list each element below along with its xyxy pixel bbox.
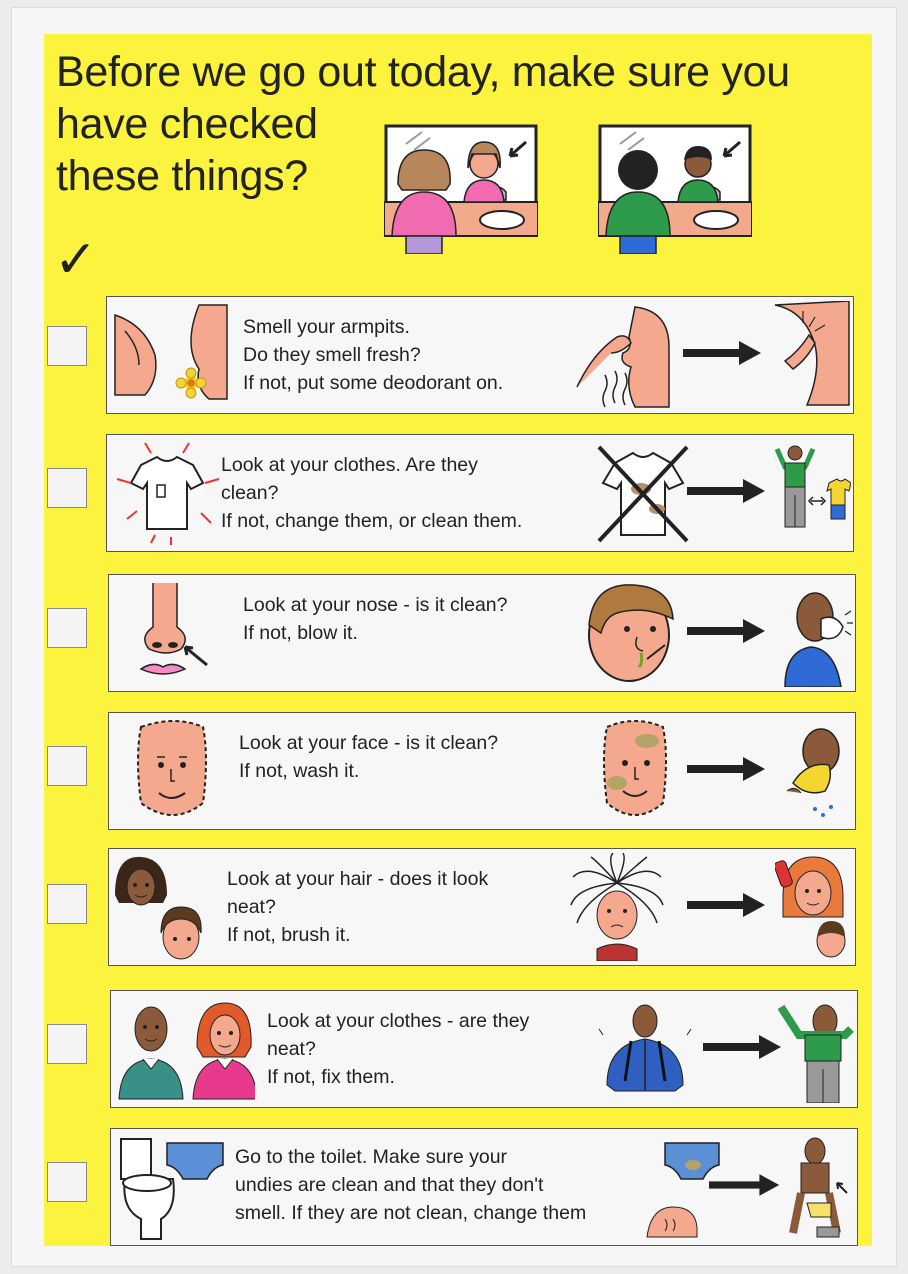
arrow-right-icon — [687, 891, 767, 919]
messy-hair-icon — [569, 853, 665, 961]
item-line: Look at your face - is it clean? — [239, 732, 499, 754]
item-text — [235, 1143, 586, 1227]
checklist-item-clothes-clean — [44, 434, 872, 558]
item-panel — [106, 296, 854, 414]
nose-lips-icon — [113, 579, 231, 687]
deodorant-armpit-icon — [773, 301, 851, 409]
item-line: Look at your clothes - are they — [267, 1010, 530, 1032]
item-line: Look at your clothes. Are they — [221, 454, 478, 476]
item-checkbox[interactable] — [47, 1162, 87, 1202]
item-panel — [108, 574, 856, 692]
checkmark-icon: ✓ — [54, 230, 98, 290]
checklist-item-clothes-neat — [44, 990, 872, 1114]
item-text — [267, 1007, 529, 1091]
item-text — [221, 451, 522, 535]
item-line: If not, fix them. — [267, 1066, 395, 1088]
untidy-jacket-icon — [597, 995, 693, 1103]
title-line-1: Before we go out today, make sure you — [56, 48, 790, 96]
boy-mirror-illustration — [598, 124, 752, 254]
item-panel — [106, 434, 854, 552]
arrow-right-icon — [709, 1171, 781, 1199]
item-panel — [110, 1128, 858, 1246]
armpit-flower-icon — [111, 301, 229, 409]
checklist-item-hair — [44, 848, 872, 972]
arrow-right-icon — [683, 339, 763, 367]
arrow-right-icon — [687, 477, 767, 505]
arrow-right-icon — [687, 755, 767, 783]
item-line: If not, wash it. — [239, 760, 360, 782]
item-line: If not, change them, or clean them. — [221, 510, 523, 532]
item-line: neat? — [267, 1038, 316, 1060]
girl-mirror-illustration — [384, 124, 538, 254]
item-text — [239, 729, 498, 785]
item-text — [243, 591, 507, 647]
toilet-undies-icon — [115, 1133, 233, 1241]
dirty-face-icon — [587, 717, 683, 825]
item-line: Look at your hair - does it look — [227, 868, 489, 890]
item-text — [227, 865, 488, 949]
dirty-shirt-crossed-icon — [595, 439, 691, 547]
item-panel — [108, 712, 856, 830]
item-line: Look at your nose - is it clean? — [243, 594, 508, 616]
item-line: Smell your armpits. — [243, 316, 410, 338]
changing-undies-icon — [777, 1133, 855, 1241]
title-line-3: these things? — [56, 152, 308, 200]
item-checkbox[interactable] — [47, 608, 87, 648]
smelling-nose-icon — [575, 301, 671, 409]
checklist-card — [44, 34, 872, 1246]
item-checkbox[interactable] — [47, 1024, 87, 1064]
item-line: clean? — [221, 482, 279, 504]
item-checkbox[interactable] — [47, 746, 87, 786]
item-line: If not, blow it. — [243, 622, 358, 644]
brushing-hair-icon — [775, 853, 853, 961]
item-text — [243, 313, 503, 397]
item-checkbox[interactable] — [47, 468, 87, 508]
title-line-2: have checked — [56, 100, 318, 148]
neat-hair-people-icon — [113, 853, 231, 961]
tucking-shirt-icon — [777, 995, 855, 1103]
item-line: Do they smell fresh? — [243, 344, 421, 366]
runny-nose-face-icon — [583, 579, 679, 687]
neat-people-icon — [115, 995, 255, 1103]
item-checkbox[interactable] — [47, 884, 87, 924]
page-sheet — [12, 8, 896, 1266]
item-line: If not, put some deodorant on. — [243, 372, 504, 394]
checklist-item-armpits — [44, 296, 872, 420]
checklist-item-face — [44, 712, 872, 836]
item-panel — [108, 848, 856, 966]
arrow-right-icon — [687, 617, 767, 645]
item-line: smell. If they are not clean, change them — [235, 1202, 587, 1224]
item-line: Go to the toilet. Make sure your — [235, 1146, 508, 1168]
checklist-item-nose — [44, 574, 872, 698]
item-checkbox[interactable] — [47, 326, 87, 366]
item-line: If not, brush it. — [227, 924, 351, 946]
item-panel — [110, 990, 858, 1108]
checklist-item-toilet — [44, 1128, 872, 1252]
item-line: undies are clean and that they don't — [235, 1174, 544, 1196]
clean-shirt-icon — [111, 439, 229, 547]
arrow-right-icon — [703, 1033, 783, 1061]
washing-face-icon — [775, 717, 853, 825]
item-line: neat? — [227, 896, 276, 918]
change-clothes-icon — [773, 439, 851, 547]
clean-face-icon — [113, 717, 231, 825]
blowing-nose-icon — [775, 579, 853, 687]
